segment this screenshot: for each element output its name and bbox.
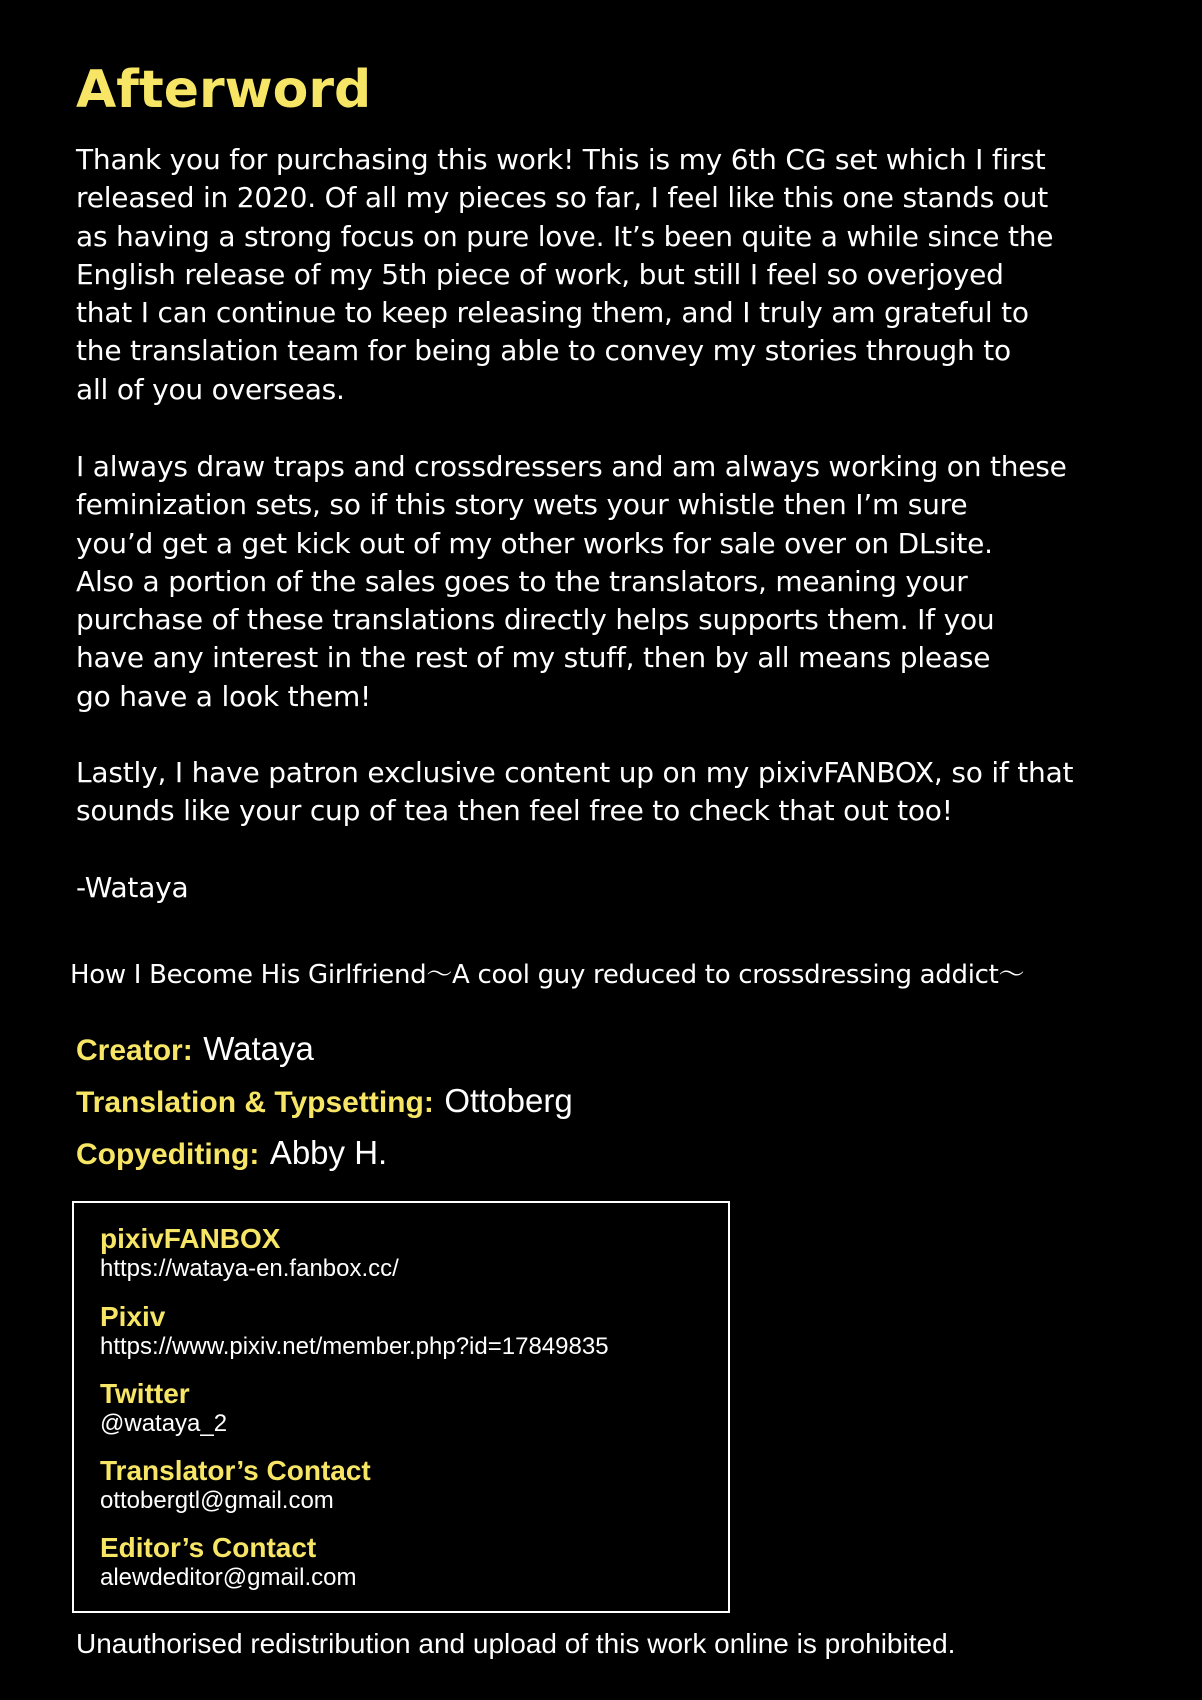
paragraph-line: I always draw traps and crossdressers and am always working on these: [76, 450, 1067, 483]
paragraph-line: have any interest in the rest of my stuff, then by all means please: [76, 641, 991, 675]
contact-translator: [100, 1455, 371, 1515]
contact-pixiv: [100, 1301, 609, 1361]
paragraph-line: feminization sets, so if this story wets your whistle then I’m sure: [76, 488, 968, 522]
contact-email[interactable]: ottobergtl@gmail.com: [100, 1487, 334, 1514]
paragraph-line: all of you overseas.: [76, 372, 345, 406]
afterword-paragraph-2: [76, 448, 1156, 716]
credit-value: Ottoberg: [444, 1082, 573, 1119]
credit-value: Wataya: [203, 1030, 314, 1067]
paragraph-line: Also a portion of the sales goes to the translators, meaning your: [76, 564, 968, 598]
contact-link[interactable]: https://www.pixiv.net/member.php?id=17849835: [100, 1333, 609, 1360]
paragraph-line: that I can continue to keep releasing them, and I truly am grateful to: [76, 296, 1029, 330]
redistribution-notice: Unauthorised redistribution and upload of this work online is prohibited.: [76, 1628, 956, 1659]
contact-handle[interactable]: @wataya_2: [100, 1410, 228, 1437]
contact-label: Editor’s Contact: [100, 1532, 317, 1563]
credit-creator: [76, 1027, 314, 1073]
contact-pixivfanbox: [100, 1223, 399, 1283]
contact-label: pixivFANBOX: [100, 1223, 281, 1254]
credit-label: Translation & Typsetting:: [76, 1086, 434, 1119]
signature: -Wataya: [76, 871, 189, 904]
credit-label: Copyediting:: [76, 1138, 260, 1171]
contact-label: Pixiv: [100, 1301, 166, 1332]
paragraph-line: you’d get a get kick out of my other works for sale over on DLsite.: [76, 526, 993, 560]
work-title: How I Become His Girlfriend～A cool guy reduced to crossdressing addict～: [70, 960, 1025, 990]
paragraph-line: Thank you for purchasing this work! This is my 6th CG set which I first: [76, 143, 1046, 176]
paragraph-line: English release of my 5th piece of work, but still I feel so overjoyed: [76, 257, 1004, 291]
contact-email[interactable]: alewdeditor@gmail.com: [100, 1564, 357, 1591]
credit-value: Abby H.: [269, 1134, 388, 1171]
paragraph-line: sounds like your cup of tea then feel free to check that out too!: [76, 794, 953, 828]
paragraph-line: the translation team for being able to convey my stories through to: [76, 334, 1011, 368]
credit-label: Creator:: [76, 1034, 193, 1067]
credit-copyediting: [76, 1131, 387, 1177]
contact-label: Translator’s Contact: [100, 1455, 371, 1486]
credit-translation: [76, 1079, 573, 1125]
paragraph-line: Lastly, I have patron exclusive content up on my pixivFANBOX, so if that: [76, 756, 1074, 789]
contact-box: [72, 1201, 730, 1613]
afterword-paragraph-3: [76, 754, 1156, 831]
paragraph-line: purchase of these translations directly helps supports them. If you: [76, 603, 995, 637]
paragraph-line: released in 2020. Of all my pieces so far, I feel like this one stands out: [76, 181, 1049, 215]
afterword-paragraph-1: [76, 141, 1156, 409]
contact-link[interactable]: https://wataya-en.fanbox.cc/: [100, 1255, 399, 1282]
contact-twitter: [100, 1378, 227, 1438]
page-title: Afterword: [76, 60, 372, 120]
contact-label: Twitter: [100, 1378, 190, 1409]
paragraph-line: as having a strong focus on pure love. It’s been quite a while since the: [76, 219, 1054, 253]
contact-editor: [100, 1532, 356, 1592]
paragraph-line: go have a look them!: [76, 679, 372, 713]
